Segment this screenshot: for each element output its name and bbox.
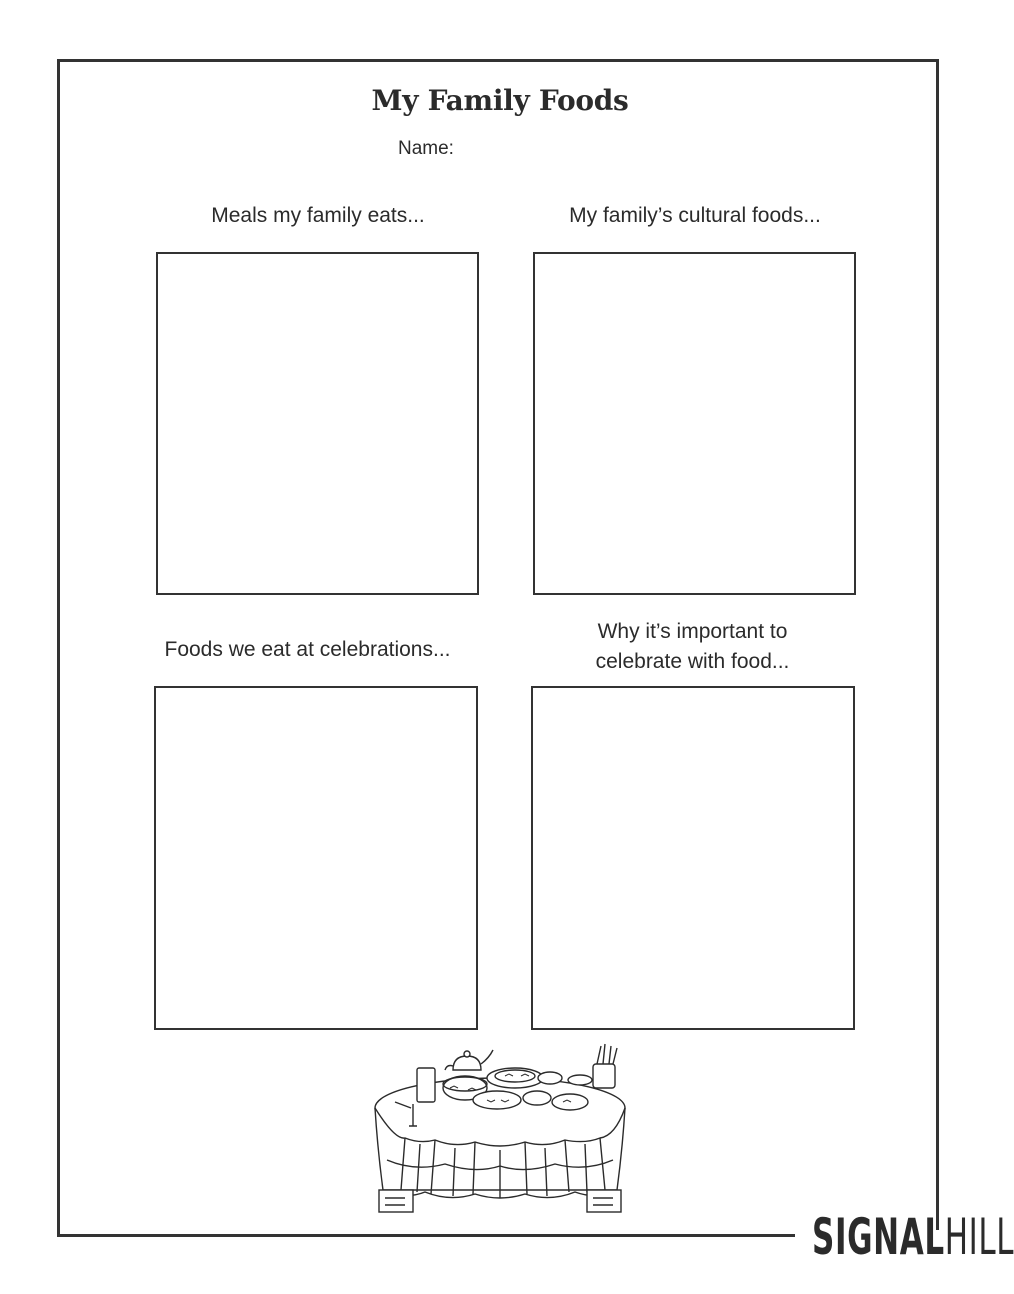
answer-box-meals[interactable] (156, 252, 479, 595)
prompt-why-celebrate: Why it’s important to celebrate with food... (595, 620, 790, 673)
answer-box-why-celebrate[interactable] (531, 686, 855, 1030)
answer-box-celebration-foods[interactable] (154, 686, 478, 1030)
logo-bold-text: SIGNAL (812, 1208, 945, 1266)
banquet-table-illustration (365, 1040, 635, 1225)
name-field-label: Name: (398, 138, 454, 159)
signalhill-logo (812, 1208, 1014, 1266)
prompt-celebration-foods: Foods we eat at celebrations... (164, 638, 451, 661)
answer-box-cultural-foods[interactable] (533, 252, 856, 595)
prompt-cultural-foods: My family’s cultural foods... (569, 204, 821, 227)
prompt-meals: Meals my family eats... (211, 204, 425, 227)
logo-light-text: HILL (944, 1208, 1014, 1266)
worksheet-title: My Family Foods (371, 84, 629, 117)
